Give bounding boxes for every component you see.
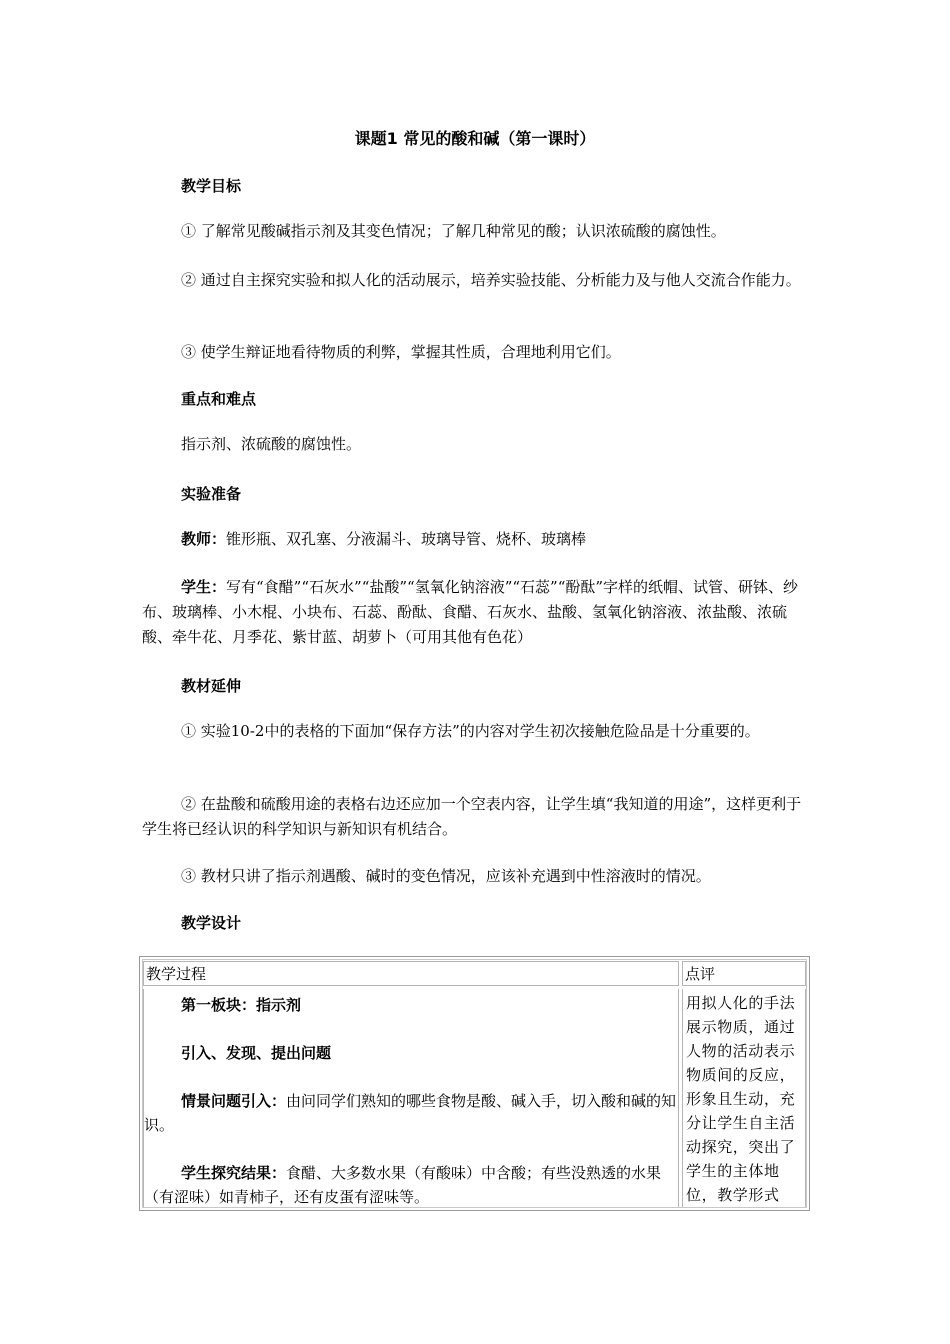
result-paragraph <box>144 1161 678 1207</box>
block-subtitle: 引入、发现、提出问题 <box>181 1044 332 1062</box>
intro-label: 情景问题引入： <box>181 1092 287 1110</box>
objective-item-1: ① 了解常见酸碱指示剂及其变色情况；了解几种常见的酸；认识浓硫酸的腐蚀性。 <box>181 222 726 240</box>
teacher-materials <box>142 527 812 552</box>
student-label: 学生： <box>181 578 227 596</box>
extension-item-3: ③ 教材只讲了指示剂遇酸、碱时的变色情况，应该补充遇到中性溶液时的情况。 <box>181 867 711 885</box>
comment-cell: 用拟人化的手法展示物质，通过人物的活动表示物质间的反应，形象且生动，充分让学生自主活动探究，突出了学生的主体地位，教学形式 <box>682 989 806 1207</box>
student-text: 写有“食醋”“石灰水”“盐酸”“氢氧化钠溶液”“石蕊”“酚酞”字样的纸帽、试管、研钵、纱布、玻璃棒、小木棍、小块布、石蕊、酚酞、食醋、石灰水、盐酸、氢氧化钠溶液、浓盐酸、浓硫酸、牵牛花、月季花、紫甘蓝、胡萝卜（可用其他有色花） <box>142 578 799 646</box>
result-label: 学生探究结果： <box>181 1164 287 1182</box>
key-points-text: 指示剂、浓硫酸的腐蚀性。 <box>181 435 362 453</box>
intro-paragraph <box>144 1089 678 1137</box>
intro-text: 由问同学们熟知的哪些食物是酸、碱入手，切入酸和碱的知识。 <box>144 1092 677 1134</box>
table-header-process: 教学过程 <box>143 961 679 986</box>
table-header-comment: 点评 <box>682 961 806 986</box>
teaching-design-table <box>139 956 810 1211</box>
preparation-heading: 实验准备 <box>181 485 242 503</box>
design-heading: 教学设计 <box>181 914 242 932</box>
extension-item-1: ① 实验10-2中的表格的下面加“保存方法”的内容对学生初次接触危险品是十分重要的。 <box>181 722 760 740</box>
teacher-label: 教师： <box>181 530 227 548</box>
student-materials <box>142 575 812 650</box>
teacher-text: 锥形瓶、双孔塞、分液漏斗、玻璃导管、烧杯、玻璃棒 <box>226 530 587 548</box>
extension-heading: 教材延伸 <box>181 677 242 695</box>
key-points-heading: 重点和难点 <box>181 390 257 408</box>
page-title: 课题1 常见的酸和碱（第一课时） <box>354 129 596 148</box>
block-title: 第一板块：指示剂 <box>181 996 302 1014</box>
objective-item-2: ② 通过自主探究实验和拟人化的活动展示，培养实验技能、分析能力及与他人交流合作能力。 <box>181 271 801 289</box>
extension-item-2: ② 在盐酸和硫酸用途的表格右边还应加一个空表内容，让学生填“我知道的用途”，这样更利于学生将已经认识的科学知识与新知识有机结合。 <box>142 795 802 838</box>
objectives-heading: 教学目标 <box>181 177 242 195</box>
objective-item-3: ③ 使学生辩证地看待物质的利弊，掌握其性质，合理地利用它们。 <box>181 343 621 361</box>
result-text: 食醋、大多数水果（有酸味）中含酸；有些没熟透的水果（有涩味）如青柿子，还有皮蛋有涩味等。 <box>144 1164 662 1206</box>
process-cell <box>143 989 679 1207</box>
